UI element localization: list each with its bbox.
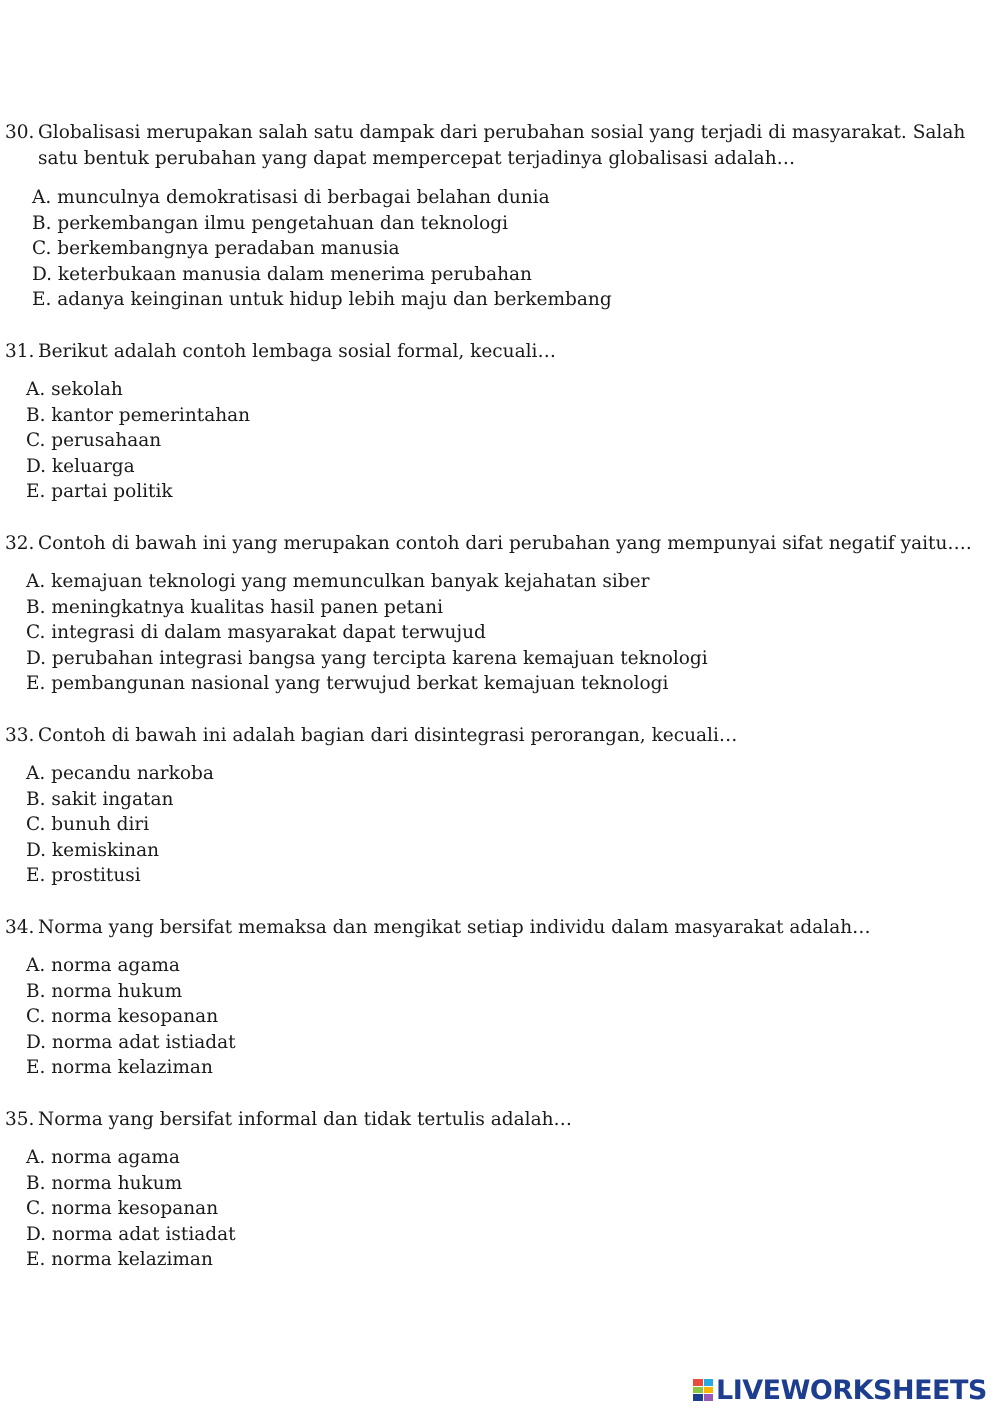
answer-option-d[interactable]: D. norma adat istiadat <box>26 1031 236 1053</box>
answer-option-a[interactable]: A. norma agama <box>26 1147 180 1168</box>
question-stem-line: satu bentuk perubahan yang dapat mempercepat terjadinya globalisasi adalah… <box>38 148 796 169</box>
answer-option-a[interactable]: A. pecandu narkoba <box>26 763 214 784</box>
answer-option-b[interactable]: B. sakit ingatan <box>26 788 174 810</box>
answer-option-e[interactable]: E. norma kelaziman <box>26 1057 213 1078</box>
question-number: 31. <box>5 341 35 362</box>
answer-option-c[interactable]: C. norma kesopanan <box>26 1198 219 1219</box>
question-stem-line: Berikut adalah contoh lembaga sosial formal, kecuali… <box>38 341 556 362</box>
answer-option-a[interactable]: A. munculnya demokratisasi di berbagai belahan dunia <box>32 187 550 208</box>
question-stem-line: Norma yang bersifat informal dan tidak tertulis adalah… <box>38 1109 573 1130</box>
liveworksheets-logo <box>693 1376 987 1404</box>
question-number: 35. <box>5 1109 35 1130</box>
answer-option-d[interactable]: D. keterbukaan manusia dalam menerima perubahan <box>32 263 532 285</box>
question-stem-line: Globalisasi merupakan salah satu dampak dari perubahan sosial yang terjadi di masyarakat. Salah <box>38 122 966 143</box>
answer-option-d[interactable]: D. perubahan integrasi bangsa yang tercipta karena kemajuan teknologi <box>26 647 708 669</box>
answer-option-b[interactable]: B. kantor pemerintahan <box>26 404 251 426</box>
answer-option-e[interactable]: E. adanya keinginan untuk hidup lebih maju dan berkembang <box>32 289 612 310</box>
question-number: 34. <box>5 917 35 938</box>
question-stem-line: Contoh di bawah ini yang merupakan contoh dari perubahan yang mempunyai sifat negatif yaitu…. <box>38 533 972 554</box>
liveworksheets-logo-icon <box>693 1379 713 1401</box>
answer-option-c[interactable]: C. integrasi di dalam masyarakat dapat terwujud <box>26 622 486 643</box>
question-stem-line: Norma yang bersifat memaksa dan mengikat setiap individu dalam masyarakat adalah… <box>38 917 871 938</box>
answer-option-a[interactable]: A. sekolah <box>26 379 123 400</box>
question-stem-line: Contoh di bawah ini adalah bagian dari disintegrasi perorangan, kecuali… <box>38 725 738 746</box>
answer-option-c[interactable]: C. norma kesopanan <box>26 1006 219 1027</box>
question-number: 30. <box>5 122 35 143</box>
answer-option-b[interactable]: B. norma hukum <box>26 1172 183 1194</box>
answer-option-e[interactable]: E. norma kelaziman <box>26 1249 213 1270</box>
answer-option-e[interactable]: E. partai politik <box>26 481 173 502</box>
liveworksheets-logo-text: LIVEWORKSHEETS <box>716 1374 987 1406</box>
answer-option-b[interactable]: B. perkembangan ilmu pengetahuan dan teknologi <box>32 212 509 234</box>
answer-option-c[interactable]: C. perusahaan <box>26 430 162 451</box>
question-number: 33. <box>5 725 35 746</box>
answer-option-a[interactable]: A. norma agama <box>26 955 180 976</box>
answer-option-d[interactable]: D. norma adat istiadat <box>26 1223 236 1245</box>
answer-option-e[interactable]: E. pembangunan nasional yang terwujud berkat kemajuan teknologi <box>26 673 669 694</box>
answer-option-c[interactable]: C. berkembangnya peradaban manusia <box>32 238 400 259</box>
answer-option-e[interactable]: E. prostitusi <box>26 865 141 886</box>
answer-option-b[interactable]: B. norma hukum <box>26 980 183 1002</box>
question-number: 32. <box>5 533 35 554</box>
answer-option-c[interactable]: C. bunuh diri <box>26 814 150 835</box>
answer-option-b[interactable]: B. meningkatnya kualitas hasil panen petani <box>26 596 443 618</box>
answer-option-d[interactable]: D. keluarga <box>26 455 135 477</box>
answer-option-a[interactable]: A. kemajuan teknologi yang memunculkan banyak kejahatan siber <box>26 571 650 592</box>
answer-option-d[interactable]: D. kemiskinan <box>26 839 160 861</box>
